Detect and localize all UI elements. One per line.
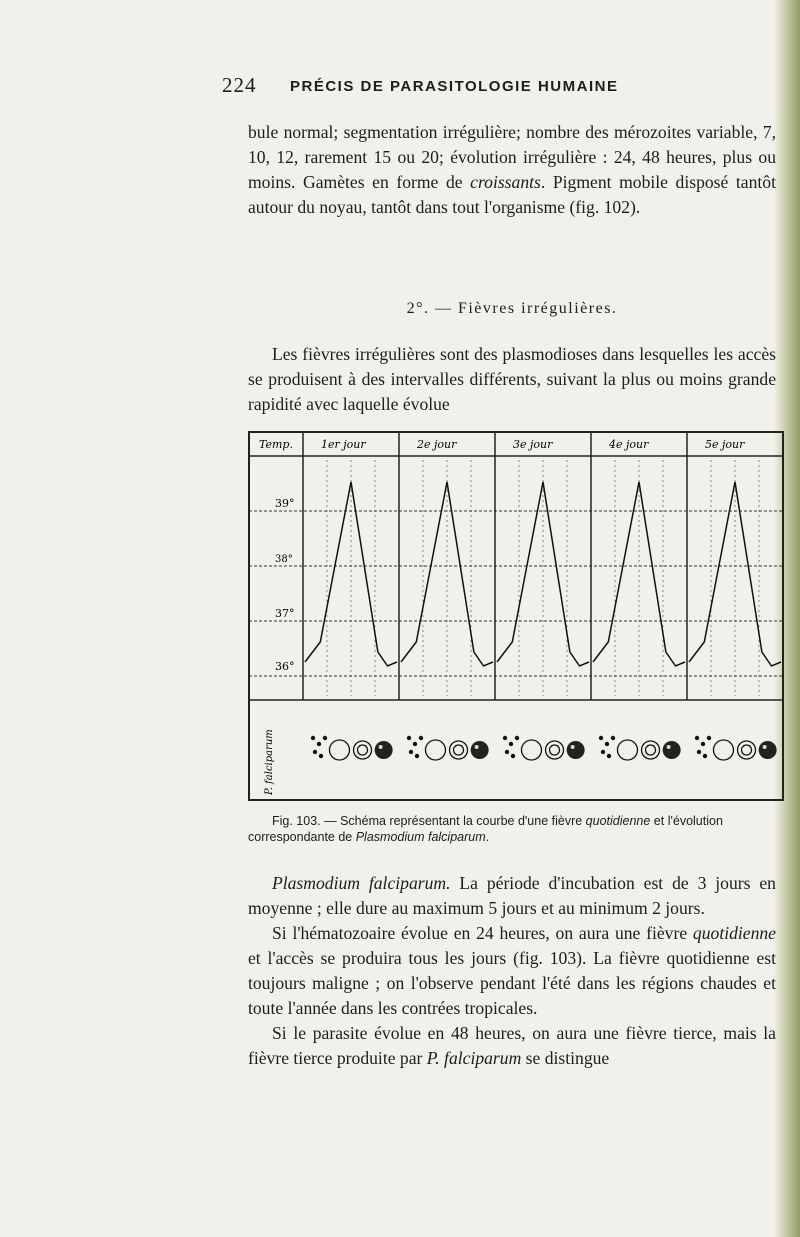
trophozoite-outer-1: [354, 741, 372, 759]
paragraph-1-text: bule normal; segmentation irrégulière; nombre des mérozoites variable, 7, 10, 12, rarement 15 ou 20; évolution irrégulière : 24, 48 heures, plus ou moins. Gamètes en forme de: [248, 122, 776, 192]
paragraph-1-italic: croissants: [470, 172, 541, 192]
merozoite-dot-5-3: [697, 750, 701, 754]
merozoite-dot-4-3: [601, 750, 605, 754]
temp-header: Temp.: [259, 438, 293, 451]
merozoite-dot-5-2: [707, 736, 711, 740]
trophozoite-outer-2: [450, 741, 468, 759]
merozoite-dot-1-4: [319, 754, 323, 758]
caption-italic-1: quotidienne: [585, 814, 651, 828]
fever-curve-day-1: [305, 482, 397, 666]
running-head: PRÉCIS DE PARASITOLOGIE HUMAINE: [290, 78, 619, 95]
trophozoite-inner-1: [358, 745, 368, 755]
temp-label-39: 39°: [275, 497, 295, 510]
schizont-2: [471, 741, 489, 759]
paragraph-3-species: Plasmodium falciparum.: [272, 873, 451, 893]
merozoite-dot-1-0: [311, 736, 315, 740]
caption-lead: Fig. 103. — Schéma représentant la courbe d'une fièvre: [272, 814, 586, 828]
page-number: 224: [222, 73, 257, 97]
fever-curve-day-5: [689, 482, 781, 666]
merozoite-dot-3-1: [509, 742, 513, 746]
merozoite-dot-2-4: [415, 754, 419, 758]
merozoite-dot-2-3: [409, 750, 413, 754]
paragraph-3-s3-b: se distingue: [521, 1048, 610, 1068]
schizont-spot-1: [379, 745, 383, 749]
merozoite-dot-1-3: [313, 750, 317, 754]
trophozoite-inner-4: [646, 745, 656, 755]
day-header-1: 1er jour: [321, 438, 366, 451]
ring-stage-2: [425, 740, 445, 760]
temp-label-38: 38°: [275, 554, 293, 565]
fever-curve-day-4: [593, 482, 685, 666]
day-header-2: 2e jour: [417, 438, 457, 451]
fever-chart-figure: [247, 430, 785, 802]
fever-curve-day-3: [497, 482, 589, 666]
ring-stage-5: [713, 740, 733, 760]
merozoite-dot-2-2: [419, 736, 423, 740]
page-header: [222, 73, 782, 113]
schizont-4: [663, 741, 681, 759]
schizont-spot-5: [763, 745, 767, 749]
merozoite-dot-4-4: [607, 754, 611, 758]
merozoite-dot-3-2: [515, 736, 519, 740]
paragraph-3-s2-b: et l'accès se produira tous les jours (fig. 103). La fièvre quotidienne est toujours maligne ; on l'observe pendant l'été dans les régions chaudes et toute l'année dans les contrées tropicales.: [248, 948, 776, 1018]
paragraph-2: Les fièvres irrégulières sont des plasmodioses dans lesquelles les accès se produisent à des intervalles différents, suivant la plus ou moins grande rapidité avec laquelle évolue: [248, 344, 776, 414]
merozoite-dot-2-0: [407, 736, 411, 740]
merozoite-dot-1-1: [317, 742, 321, 746]
paragraph-3-incubation: La période d'incubation est de 3 jours en moyenne ; elle dure au maximum 5 jours et au minimum 2 jours.: [248, 873, 776, 918]
merozoite-dot-5-0: [695, 736, 699, 740]
trophozoite-inner-2: [454, 745, 464, 755]
caption-mid: et l'évolution correspondante de: [248, 814, 723, 844]
day-header-5: 5e jour: [705, 438, 745, 451]
schizont-spot-3: [571, 745, 575, 749]
merozoite-dot-4-2: [611, 736, 615, 740]
schizont-spot-4: [667, 745, 671, 749]
day-header-4: 4e jour: [609, 438, 649, 451]
section-title: 2°. — Fièvres irrégulières.: [406, 300, 618, 317]
paragraph-3-s3-italic: P. falciparum: [426, 1048, 522, 1068]
schizont-1: [375, 741, 393, 759]
ring-stage-1: [329, 740, 349, 760]
paragraph-1: [248, 120, 776, 220]
paragraph-3-s2-a: Si l'hématozoaire évolue en 24 heures, on aura une fièvre: [272, 923, 693, 943]
paragraph-3-sentence-3: [248, 1021, 776, 1071]
schizont-5: [759, 741, 777, 759]
merozoite-dot-3-4: [511, 754, 515, 758]
trophozoite-inner-3: [550, 745, 560, 755]
paragraph-3-s3-a: Si le parasite évolue en 48 heures, on aura une fièvre tierce, mais la fièvre tierce produite par: [248, 1023, 776, 1068]
trophozoite-outer-4: [642, 741, 660, 759]
day-header-3: 3e jour: [513, 438, 553, 451]
fever-curve-day-2: [401, 482, 493, 666]
merozoite-dot-5-4: [703, 754, 707, 758]
paragraph-3-sentence-1: [248, 871, 776, 921]
schizont-3: [567, 741, 585, 759]
temp-label-36: 36°: [275, 660, 295, 673]
paragraph-1-text-end: . Pigment mobile disposé tantôt autour du noyau, tantôt dans tout l'organisme (fig. 102).: [248, 172, 776, 217]
caption-end: .: [485, 830, 490, 844]
fever-chart: [247, 430, 785, 802]
merozoite-dot-4-0: [599, 736, 603, 740]
merozoite-dot-3-3: [505, 750, 509, 754]
paragraph-3-s2-italic: quotidienne: [692, 923, 776, 943]
merozoite-dot-5-1: [701, 742, 705, 746]
paragraph-3-sentence-2: [248, 921, 776, 1021]
merozoite-dot-3-0: [503, 736, 507, 740]
ring-stage-4: [617, 740, 637, 760]
merozoite-dot-1-2: [323, 736, 327, 740]
figure-caption: [248, 813, 776, 845]
schizont-spot-2: [475, 745, 479, 749]
trophozoite-inner-5: [742, 745, 752, 755]
trophozoite-outer-3: [546, 741, 564, 759]
merozoite-dot-2-1: [413, 742, 417, 746]
caption-italic-2: Plasmodium falciparum: [355, 830, 486, 844]
trophozoite-outer-5: [738, 741, 756, 759]
ring-stage-3: [521, 740, 541, 760]
merozoite-dot-4-1: [605, 742, 609, 746]
parasite-label: P. falciparum: [264, 729, 275, 795]
paragraph-3: [248, 871, 776, 1071]
temp-label-37: 37°: [275, 607, 295, 620]
